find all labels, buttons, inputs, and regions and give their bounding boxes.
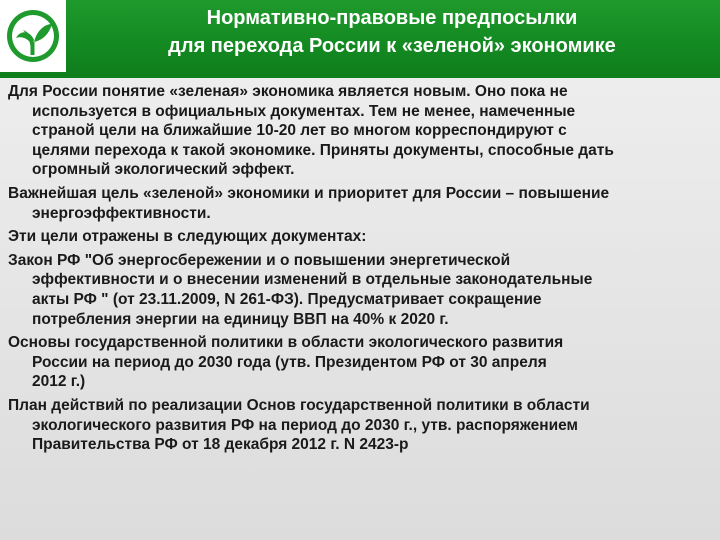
paragraph-energy-law: Закон РФ "Об энергосбережении и о повышении энергетической эффективности и о внесении изменений в отдельные законодательные акты РФ " (от 23.11.2009, N 261-ФЗ). Предусматривает сокращение потребления энергии на единицу ВВП на 40% к 2020 г. [8, 251, 593, 328]
page-title [80, 4, 704, 60]
paragraph-intro: Для России понятие «зеленая» экономика является новым. Оно пока не используется в официальных документах. Тем не менее, намеченные страной цели на ближайшие 10-20 лет во многом корреспондируют с целями перехода к такой экономике. Приняты документы, способные дать огромный экологический эффект. [8, 83, 614, 179]
paragraph-documents-intro: Эти цели отражены в следующих документах: [8, 228, 367, 246]
header-bar [0, 0, 720, 78]
paragraph-policy-basics: Основы государственной политики в области экологического развития России на период до 2030 года (утв. Президентом РФ от 30 апреля 2012 г.) [8, 334, 564, 391]
title-line-2: для перехода России к «зеленой» экономике [168, 35, 616, 57]
paragraph-action-plan: План действий по реализации Основ государственной политики в области экологического развития РФ на период до 2030 г., утв. распоряжением Правительства РФ от 18 декабря 2012 г. N 2423-р [8, 396, 590, 454]
green-sprout-logo-icon [5, 8, 61, 64]
content-area [8, 82, 708, 459]
logo [0, 0, 66, 72]
paragraph-main-goal: Важнейшая цель «зеленой» экономики и приоритет для России – повышение энергоэффективности. [8, 184, 610, 222]
title-line-1: Нормативно-правовые предпосылки [206, 7, 578, 29]
